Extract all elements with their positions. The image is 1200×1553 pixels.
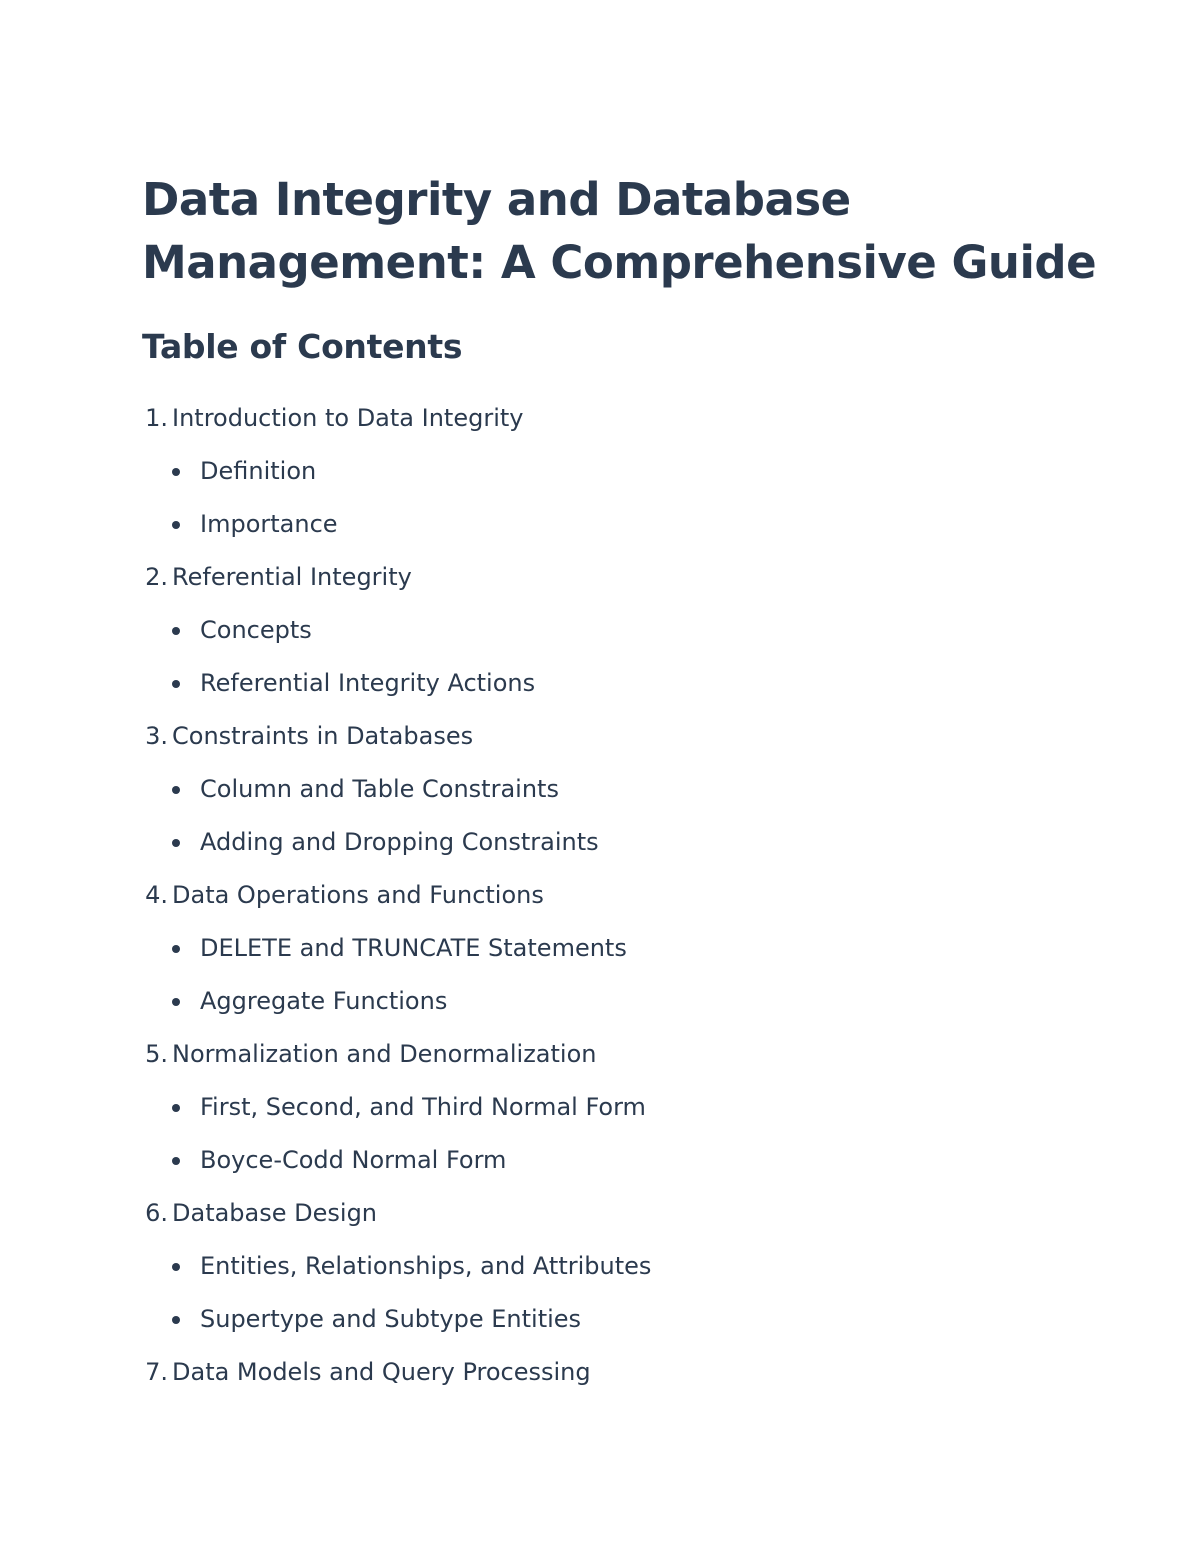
toc-sublist (142, 445, 1102, 551)
toc-subentry-label: First, Second, and Third Normal Form (200, 1093, 646, 1121)
toc-subentry (142, 816, 1102, 869)
table-of-contents (142, 392, 1102, 1399)
toc-subentry (142, 1081, 1102, 1134)
toc-section (142, 551, 1102, 710)
bullet-icon (172, 786, 180, 794)
bullet-icon (172, 998, 180, 1006)
toc-subentry (142, 975, 1102, 1028)
bullet-icon (172, 945, 180, 953)
toc-sublist (142, 604, 1102, 710)
toc-subentry-label: Definition (200, 457, 317, 485)
toc-subentry-label: Boyce-Codd Normal Form (200, 1146, 507, 1174)
toc-subentry-label: Referential Integrity Actions (200, 669, 536, 697)
toc-subentry (142, 763, 1102, 816)
toc-entry-number: 6 . (142, 1187, 170, 1240)
toc-subentry (142, 1134, 1102, 1187)
toc-entry (142, 392, 1102, 445)
toc-subentry-label: Column and Table Constraints (200, 775, 559, 803)
toc-subentry-label: DELETE and TRUNCATE Statements (200, 934, 627, 962)
toc-subentry (142, 498, 1102, 551)
toc-entry (142, 869, 1102, 922)
toc-entry (142, 1028, 1102, 1081)
toc-subentry (142, 657, 1102, 710)
toc-section (142, 392, 1102, 551)
toc-subentry-label: Concepts (200, 616, 312, 644)
toc-subentry (142, 1240, 1102, 1293)
toc-subentry-label: Adding and Dropping Constraints (200, 828, 599, 856)
toc-sublist (142, 1081, 1102, 1187)
toc-subentry-label: Importance (200, 510, 338, 538)
bullet-icon (172, 521, 180, 529)
document-page (142, 168, 1102, 1399)
document-title: Data Integrity and Database Management: A Comprehensive Guide (142, 173, 1097, 289)
toc-entry (142, 551, 1102, 604)
bullet-icon (172, 839, 180, 847)
toc-section (142, 710, 1102, 869)
toc-subentry (142, 922, 1102, 975)
toc-entry-number: 3 . (142, 710, 170, 763)
toc-subentry-label: Aggregate Functions (200, 987, 448, 1015)
bullet-icon (172, 680, 180, 688)
toc-entry-number: 5 . (142, 1028, 170, 1081)
toc-entry-label: Referential Integrity (172, 563, 412, 591)
toc-section (142, 1187, 1102, 1346)
toc-entry (142, 1346, 1102, 1399)
toc-entry-number: 1 . (142, 392, 170, 445)
toc-entry-label: Data Operations and Functions (172, 881, 544, 909)
toc-entry (142, 710, 1102, 763)
bullet-icon (172, 1316, 180, 1324)
toc-entry-label: Normalization and Denormalization (172, 1040, 597, 1068)
toc-entry-number: 7 . (142, 1346, 170, 1399)
toc-entry-label: Introduction to Data Integrity (172, 404, 524, 432)
toc-heading: Table of Contents (142, 327, 463, 366)
toc-entry-label: Constraints in Databases (172, 722, 474, 750)
bullet-icon (172, 468, 180, 476)
toc-entry-label: Database Design (172, 1199, 378, 1227)
toc-sublist (142, 763, 1102, 869)
toc-subentry (142, 445, 1102, 498)
toc-subentry (142, 1293, 1102, 1346)
bullet-icon (172, 1104, 180, 1112)
toc-entry-number: 4 . (142, 869, 170, 922)
toc-entry-number: 2 . (142, 551, 170, 604)
toc-section (142, 1028, 1102, 1187)
toc-section (142, 1346, 1102, 1399)
toc-subentry-label: Entities, Relationships, and Attributes (200, 1252, 652, 1280)
bullet-icon (172, 1157, 180, 1165)
toc-entry (142, 1187, 1102, 1240)
toc-sublist (142, 922, 1102, 1028)
toc-subentry-label: Supertype and Subtype Entities (200, 1305, 582, 1333)
toc-entry-label: Data Models and Query Processing (172, 1358, 591, 1386)
toc-subentry (142, 604, 1102, 657)
toc-sublist (142, 1240, 1102, 1346)
bullet-icon (172, 627, 180, 635)
bullet-icon (172, 1263, 180, 1271)
toc-section (142, 869, 1102, 1028)
